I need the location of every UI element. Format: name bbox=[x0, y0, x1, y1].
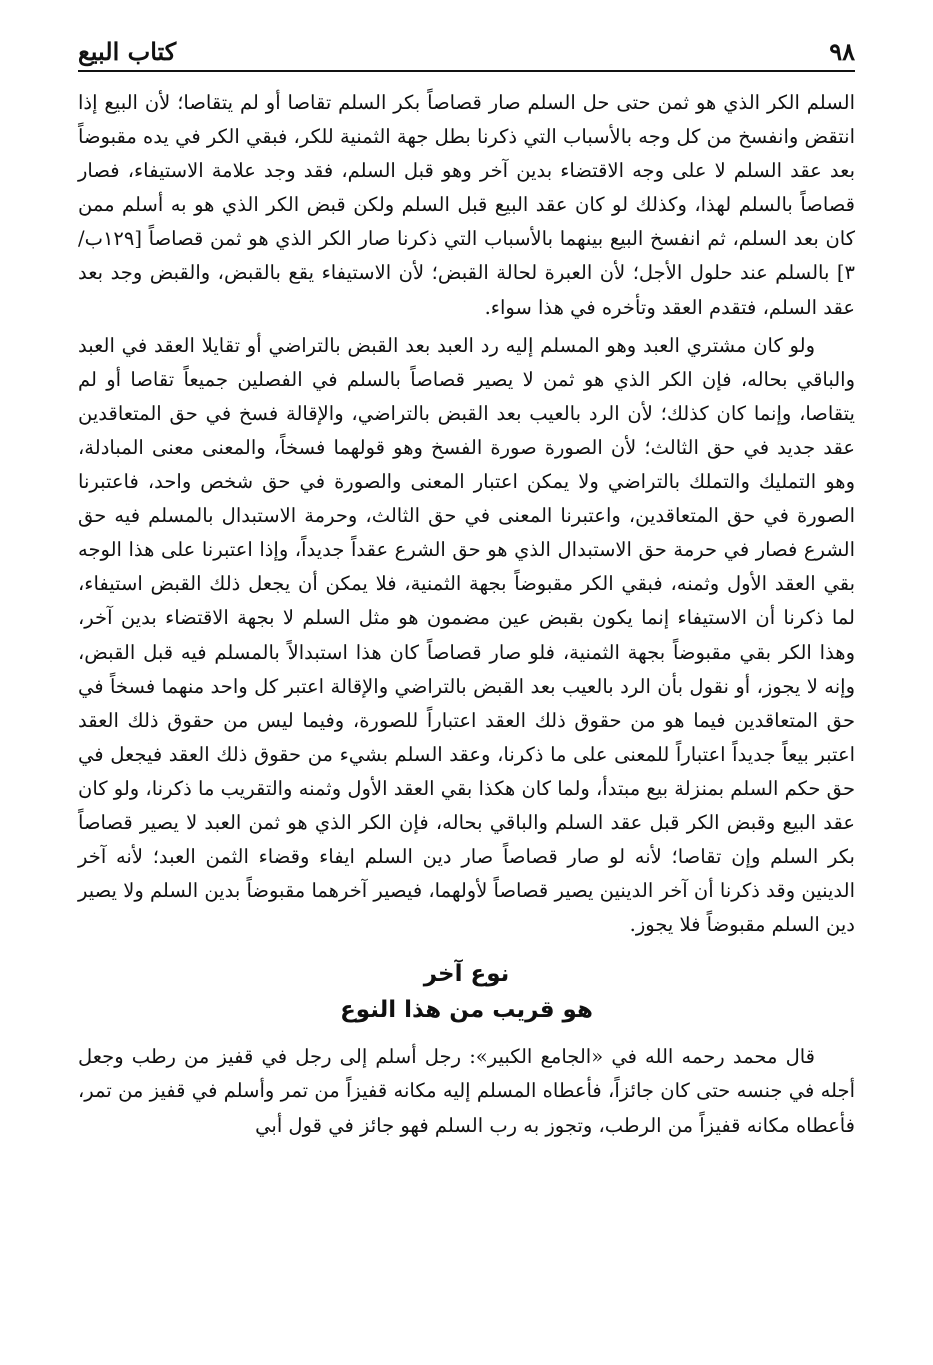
page-number: ٩٨ bbox=[829, 37, 855, 66]
section-headings bbox=[78, 956, 855, 1028]
paragraph: ولو كان مشتري العبد وهو المسلم إليه رد العبد بعد القبض بالتراضي أو تقايلا العقد في العبد والباقي بحاله، فإن الكر الذي هو ثمن لا يصير قصاصاً بالسلم في الفصلين جميعاً تقاصا أو لم يتقاصا، وإنما كان كذلك؛ لأن الرد بالعيب بعد القبض بالتراضي، والإقالة فسخ في حق المتعاقدين عقد جديد في حق الثالث؛ لأن الصورة صورة الفسخ وهو قولهما فسخاً، والمعنى معنى المبادلة، وهو التمليك والتملك بالتراضي ولا يمكن اعتبار المعنى والصورة في حق شخص واحد، فاعتبرنا الصورة في حق المتعاقدين، واعتبرنا المعنى في حق الثالث، وحرمة الاستبدال بالمسلم فيه حق الشرع فصار في حرمة حق الاستبدال الذي هو حق الشرع عقداً جديداً، وإذا اعتبرنا على هذا الوجه بقي العقد الأول وثمنه، فبقي الكر مقبوضاً بجهة الثمنية، فلا يمكن أن يجعل ذلك القبض استيفاء، لما ذكرنا أن الاستيفاء إنما يكون بقبض عين مضمون هو مثل السلم لا بجهة الاقتضاء بدين آخر، وهذا الكر بقي مقبوضاً بجهة الثمنية، فلو صار قصاصاً كان هذا استبدالاً بالمسلم فيه قبل القبض، وإنه لا يجوز، أو نقول بأن الرد بالعيب بعد القبض بالتراضي والإقالة اعتبر كل واحد منهما فسخاً في حق المتعاقدين فيما هو من حقوق ذلك العقد اعتباراً للصورة، وفيما ليس من حقوق ذلك العقد اعتبر بيعاً جديداً اعتباراً للمعنى على ما ذكرنا، وعقد السلم بشيء من حقوق ذلك العقد فيجعل في حق حكم السلم بمنزلة بيع مبتدأ، ولما كان هكذا بقي العقد الأول وثمنه والتقريب ما ذكرنا، ولو كان عقد البيع وقبض الكر قبل عقد السلم والباقي بحاله، فإن الكر الذي هو ثمن العبد لا يصير قصاصاً بكر السلم وإن تقاصا؛ لأنه لو صار قصاصاً صار دين السلم ايفاء وقضاء الثمن العبد؛ لأنه آخر الدينين وقد ذكرنا أن آخر الدينين يصير قصاصاً لأولهما، فيصير آخرهما مقبوضاً بدين السلم ولا يصير دين السلم مقبوضاً فلا يجوز. bbox=[78, 333, 855, 937]
page-header bbox=[78, 26, 855, 72]
running-title: كتاب البيع bbox=[78, 37, 177, 66]
page-body bbox=[78, 86, 855, 1143]
paragraph: قال محمد رحمه الله في «الجامع الكبير»: رجل أسلم إلى رجل في قفيز من رطب وجعل أجله في جنسه حتى كان جائزاً، فأعطاه المسلم إليه مكانه قفيزاً من تمر وأسلم في قفيز من تمر، فأعطاه مكانه قفيزاً من الرطب، وتجوز به رب السلم فهو جائز في قول أبي bbox=[78, 1045, 855, 1137]
paragraph-continuation: السلم الكر الذي هو ثمن حتى حل السلم صار قصاصاً بكر السلم تقاصا أو لم يتقاصا؛ لأن البيع إذا انتقض وانفسخ من كل وجه بالأسباب التي ذكرنا بطل جهة الثمنية للكر، فبقي الكر في يده مقبوضاً بعد عقد السلم لا على وجه الاقتضاء بدين آخر وهو قبل السلم، فقد وجد علامة الاستيفاء، فصار قصاصاً بالسلم لهذا، وكذلك لو كان عقد البيع قبل السلم ولكن قبض الكر الذي هو به أسلم ممن كان بعد السلم، ثم انفسخ البيع بينهما بالأسباب التي ذكرنا صار الكر الذي هو ثمن قصاصاً [١٢٩ب/٣] بالسلم عند حلول الأجل؛ لأن العبرة لحالة القبض؛ لأن الاستيفاء يقع بالقبض، والقبض وجد بعد عقد السلم، فتقدم العقد وتأخره في هذا سواء. bbox=[78, 91, 855, 319]
section-heading: نوع آخر bbox=[423, 961, 510, 988]
section-subheading: هو قريب من هذا النوع bbox=[340, 997, 593, 1024]
